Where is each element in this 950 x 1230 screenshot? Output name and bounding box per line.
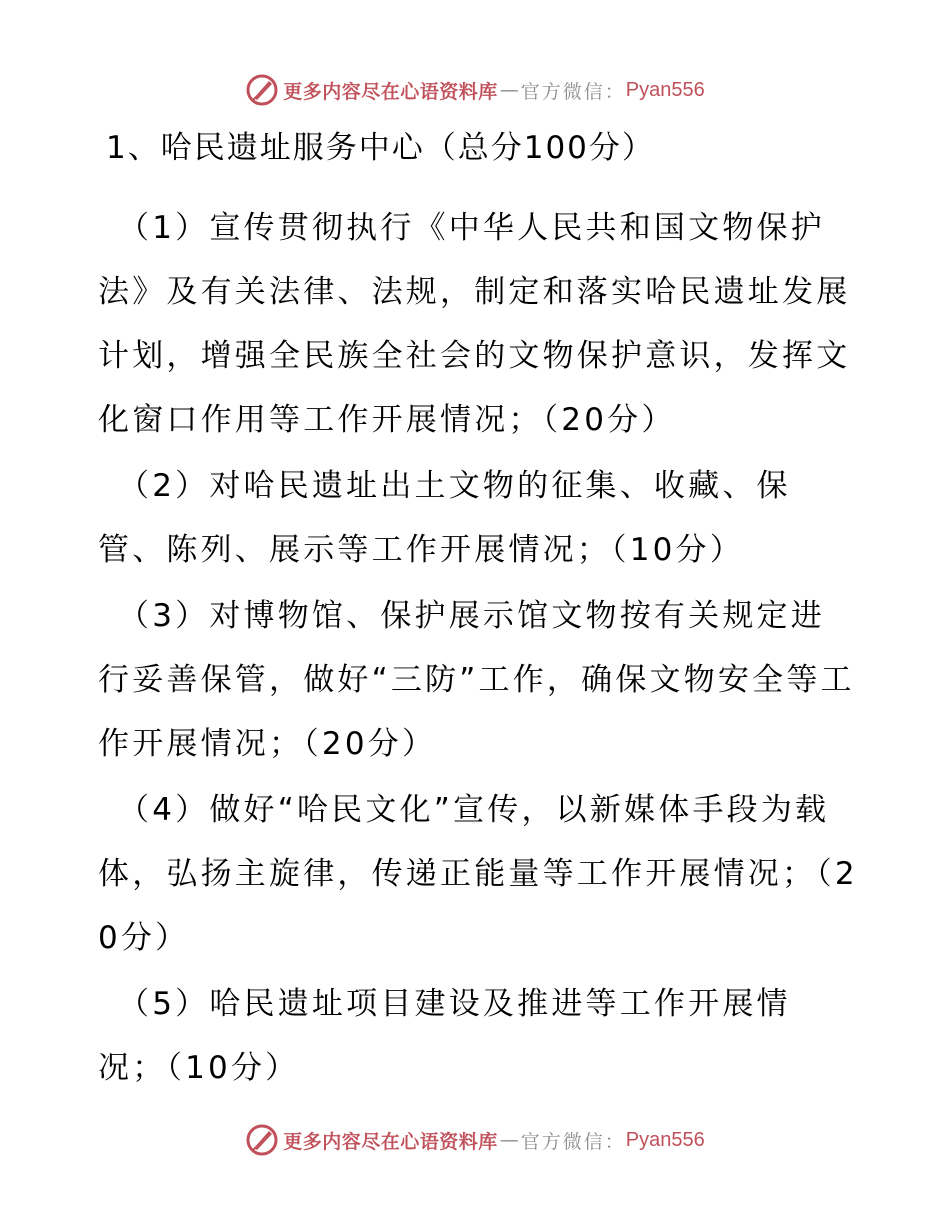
banner-dash: — [499, 79, 519, 101]
criteria-item-4: （4）做好“哈民文化”宣传，以新媒体手段为载体，弘扬主旋律，传递正能量等工作开展情况；（20分） [98, 792, 858, 956]
banner-wechat-id: Pyan556 [625, 78, 705, 101]
banner-wechat-id: Pyan556 [625, 1128, 705, 1151]
section-heading: 1、哈民遗址服务中心（总分100分） [106, 130, 655, 166]
quill-circle-logo-icon [245, 73, 279, 107]
criteria-item-5: （5）哈民遗址项目建设及推进等工作开展情况；（10分） [98, 986, 791, 1086]
document-body [98, 122, 858, 1100]
banner-lead-text: 更多内容尽在心语资料库 [283, 80, 498, 103]
criteria-item-1: （1）宣传贯彻执行《中华人民共和国文物保护法》及有关法律、法规，制定和落实哈民遗址发展计划，增强全民族全社会的文物保护意识，发挥文化窗口作用等工作开展情况；（20分） [98, 210, 851, 438]
footer-watermark-banner [0, 1122, 950, 1158]
header-watermark-banner [0, 72, 950, 108]
banner-lead-text: 更多内容尽在心语资料库 [283, 1130, 498, 1153]
criteria-item-2: （2）对哈民遗址出土文物的征集、收藏、保管、陈列、展示等工作开展情况；（10分） [98, 468, 791, 568]
quill-circle-logo-icon [245, 1123, 279, 1157]
banner-dash: — [499, 1129, 519, 1151]
criteria-item-3: （3）对博物馆、保护展示馆文物按有关规定进行妥善保管，做好“三防”工作，确保文物安全等工作开展情况；（20分） [98, 598, 855, 762]
banner-official-label: 官方微信： [520, 80, 626, 103]
banner-official-label: 官方微信： [520, 1130, 626, 1153]
